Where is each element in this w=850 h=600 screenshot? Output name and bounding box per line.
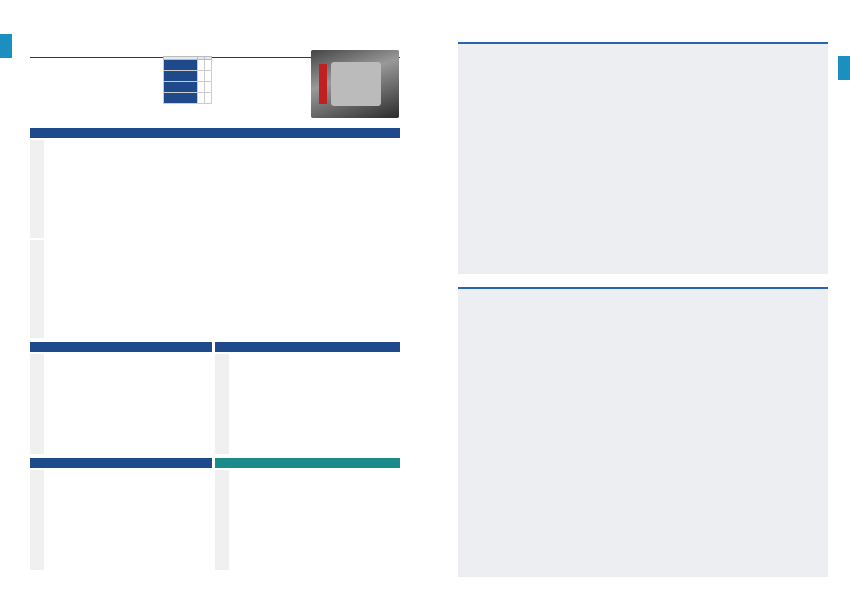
side-label-a2	[30, 240, 44, 338]
section-b-header	[30, 342, 212, 352]
tool-diagram-t12m	[458, 287, 828, 577]
spec-type	[164, 60, 198, 71]
spec-bore	[198, 93, 205, 104]
spec-speed	[205, 82, 212, 93]
spec-row	[164, 93, 212, 104]
spindle-spec-table	[163, 56, 212, 104]
section-cm-header	[215, 458, 400, 468]
section-d-header	[30, 458, 212, 468]
spec-type	[164, 82, 198, 93]
accent-bar	[838, 56, 850, 80]
spec-speed	[205, 71, 212, 82]
right-page	[425, 0, 850, 600]
spindle-photo	[311, 50, 399, 118]
side-label-a1	[30, 140, 44, 238]
side-label-cm	[215, 470, 229, 570]
side-label-b	[30, 354, 44, 454]
spec-row	[164, 82, 212, 93]
spec-bore	[198, 82, 205, 93]
accent-bar	[0, 34, 12, 58]
spec-speed	[205, 93, 212, 104]
side-label-c	[215, 354, 229, 454]
side-label-d	[30, 470, 44, 570]
spec-type	[164, 93, 198, 104]
tool-diagram-t8	[458, 42, 828, 274]
section-a-header	[30, 128, 400, 138]
spec-bore	[198, 71, 205, 82]
spec-type	[164, 71, 198, 82]
spec-speed	[205, 60, 212, 71]
spec-row	[164, 71, 212, 82]
spec-bore	[198, 60, 205, 71]
section-c-header	[215, 342, 400, 352]
spec-row	[164, 60, 212, 71]
